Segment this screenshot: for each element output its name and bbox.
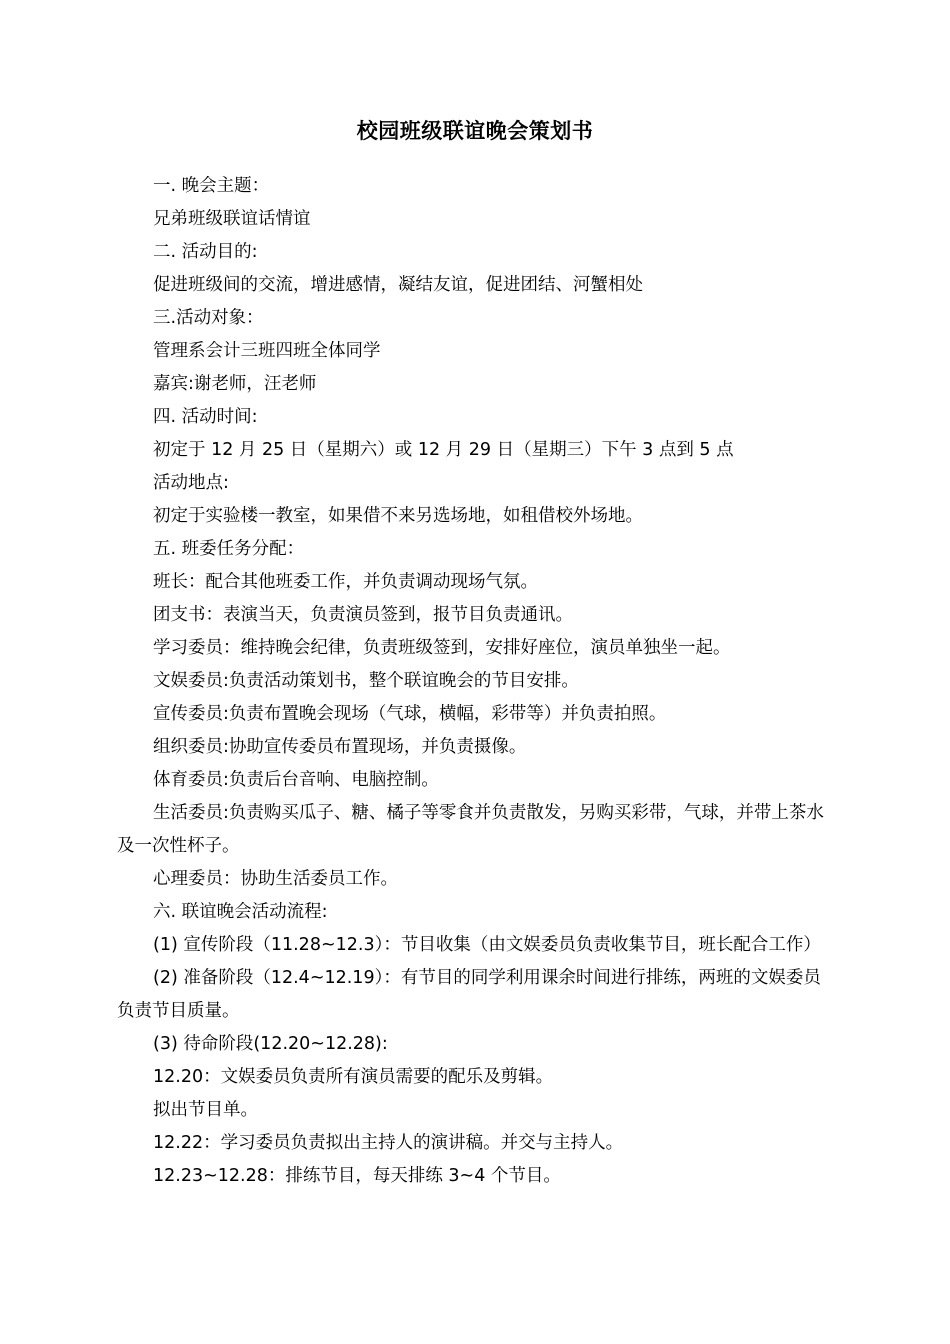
document-title: 校园班级联谊晚会策划书 bbox=[356, 119, 594, 143]
paragraph-task-entertainment: 文娱委员:负责活动策划书，整个联谊晚会的节目安排。 bbox=[153, 671, 579, 691]
paragraph-task-psychology: 心理委员：协助生活委员工作。 bbox=[153, 869, 398, 889]
paragraph-theme: 兄弟班级联谊话情谊 bbox=[153, 209, 311, 229]
paragraph-venue-heading: 活动地点: bbox=[153, 473, 229, 493]
paragraph-task-life: 生活委员:负责购买瓜子、糖、橘子等零食并负责散发，另购买彩带，气球，并带上茶水及一次性杯子。 bbox=[117, 803, 824, 856]
paragraph-flow-1222: 12.22：学习委员负责拟出主持人的演讲稿。并交与主持人。 bbox=[153, 1133, 624, 1153]
paragraph-tasks-heading: 五. 班委任务分配： bbox=[153, 539, 305, 559]
paragraph-flow-standby: (3) 待命阶段(12.20~12.28): bbox=[153, 1034, 388, 1054]
paragraph-task-organization: 组织委员:协助宣传委员布置现场，并负责摄像。 bbox=[153, 737, 527, 757]
paragraph-task-sports: 体育委员:负责后台音响、电脑控制。 bbox=[153, 770, 439, 790]
paragraph-task-publicity: 宣传委员:负责布置晚会现场（气球，横幅，彩带等）并负责拍照。 bbox=[153, 704, 667, 724]
paragraph-task-study: 学习委员：维持晚会纪律，负责班级签到，安排好座位，演员单独坐一起。 bbox=[153, 638, 731, 658]
paragraph-purpose: 促进班级间的交流，增进感情，凝结友谊，促进团结、河蟹相处 bbox=[153, 275, 643, 295]
paragraph-flow-publicity: (1) 宣传阶段（11.28~12.3）：节目收集（由文娱委员负责收集节目，班长配合工作） bbox=[153, 935, 821, 955]
paragraph-audience-heading: 三.活动对象： bbox=[153, 308, 264, 328]
paragraph-audience: 管理系会计三班四班全体同学 bbox=[153, 341, 381, 361]
paragraph-theme-heading: 一. 晚会主题： bbox=[153, 176, 270, 196]
paragraph-flow-prepare: (2) 准备阶段（12.4~12.19）：有节目的同学利用课余时间进行排练，两班的文娱委员负责节目质量。 bbox=[117, 968, 821, 1021]
paragraph-flow-1220: 12.20：文娱委员负责所有演员需要的配乐及剪辑。 bbox=[153, 1067, 554, 1087]
paragraph-task-monitor: 班长：配合其他班委工作，并负责调动现场气氛。 bbox=[153, 572, 538, 592]
paragraph-task-league: 团支书：表演当天，负责演员签到，报节目负责通讯。 bbox=[153, 605, 573, 625]
paragraph-guests: 嘉宾:谢老师，汪老师 bbox=[153, 374, 317, 394]
paragraph-flow-1223: 12.23~12.28：排练节目，每天排练 3~4 个节目。 bbox=[153, 1166, 561, 1186]
document-body bbox=[117, 170, 835, 1193]
paragraph-flow-program-list: 拟出节目单。 bbox=[153, 1100, 258, 1120]
paragraph-flow-heading: 六. 联谊晚会活动流程: bbox=[153, 902, 328, 922]
paragraph-purpose-heading: 二. 活动目的: bbox=[153, 242, 258, 262]
paragraph-venue: 初定于实验楼一教室，如果借不来另选场地，如租借校外场地。 bbox=[153, 506, 643, 526]
paragraph-time-heading: 四. 活动时间: bbox=[153, 407, 258, 427]
paragraph-time: 初定于 12 月 25 日（星期六）或 12 月 29 日（星期三）下午 3 点到 5 点 bbox=[153, 440, 734, 460]
